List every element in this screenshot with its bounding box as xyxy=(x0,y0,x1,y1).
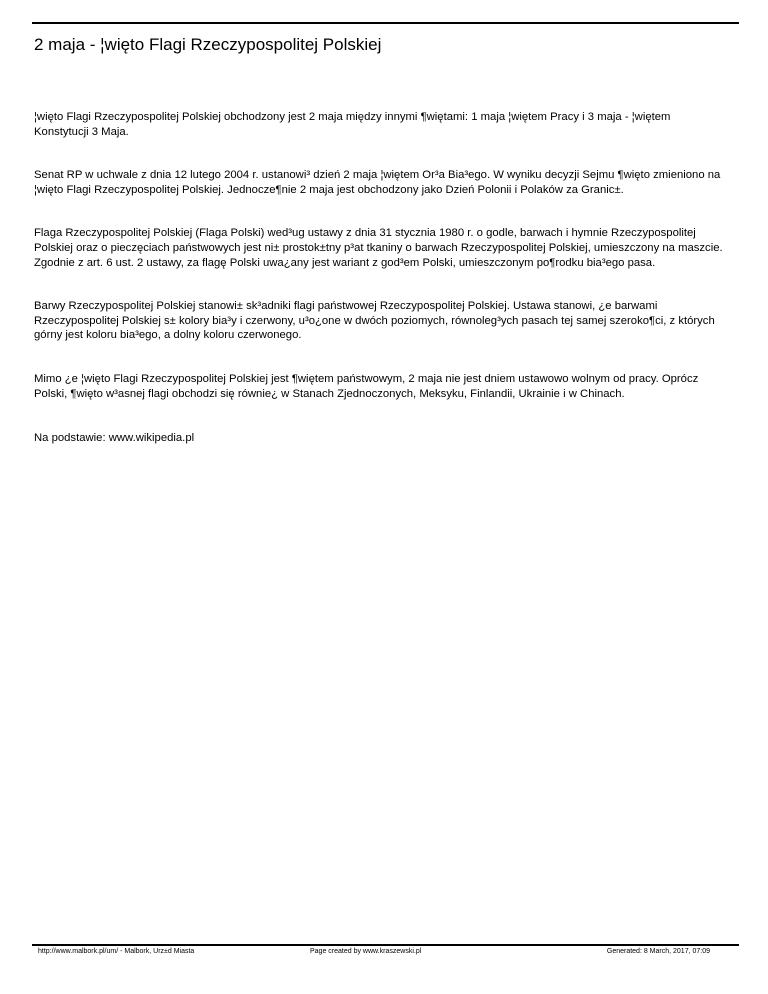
paragraph-intro: ¦więto Flagi Rzeczypospolitej Polskiej obchodzony jest 2 maja między innymi ¶więtami: 1 maja ¦więtem Pracy i 3 maja - ¦więtem Konstytucji 3 Maja. xyxy=(34,111,671,138)
article-body xyxy=(34,110,724,446)
footer-credit: Page created by www.kraszewski.pl xyxy=(310,948,422,955)
footer-generated-date: Generated: 8 March, 2017, 07:09 xyxy=(606,948,710,955)
source-note: Na podstawie: www.wikipedia.pl xyxy=(34,432,195,445)
paragraph-colors: Barwy Rzeczypospolitej Polskiej stanowi± sk³adniki flagi państwowej Rzeczypospolitej Polskiej. Ustawa stanowi, ¿e barwami Rzeczypospolitej Polskiej s± kolory bia³y i czerwony, u³o¿one w dwóch poziomych, równoleg³ych pasach tej samej szeroko¶ci, z których górny jest koloru bia³ego, a dolny koloru czerwonego. xyxy=(34,300,715,342)
bottom-divider xyxy=(32,944,739,946)
page-title: 2 maja - ¦więto Flagi Rzeczypospolitej Polskiej xyxy=(34,35,382,54)
paragraph-holiday-status: Mimo ¿e ¦więto Flagi Rzeczypospolitej Polskiej jest ¶więtem państwowym, 2 maja nie jest dniem ustawowo wolnym od pracy. Oprócz Polski, ¶więto w³asnej flagi obchodzi się równie¿ w Stanach Zjednoczonych, Meksyku, Finlandii, Ukrainie i w Chinach. xyxy=(34,372,699,400)
footer-site-link[interactable]: http://www.malbork.pl/um/ - Malbork, Urz±d Miasta xyxy=(38,948,195,955)
paragraph-flag-definition: Flaga Rzeczypospolitej Polskiej (Flaga Polski) wed³ug ustawy z dnia 31 stycznia 1980 r. o godle, barwach i hymnie Rzeczypospolitej Polskiej oraz o pieczęciach państwowych jest ni± prostok±tny p³at tkaniny o barwach Rzeczypospolitej Polskiej, umieszczony na maszcie. Zgodnie z art. 6 ust. 2 ustawy, za flagę Polski uwa¿any jest wariant z god³em Polski, umieszczonym po¶rodku bia³ego pasa. xyxy=(34,227,723,269)
top-divider xyxy=(32,22,739,24)
paragraph-senate: Senat RP w uchwale z dnia 12 lutego 2004 r. ustanowi³ dzień 2 maja ¦więtem Or³a Bia³ego. W wyniku decyzji Sejmu ¶więto zmieniono na ¦więto Flagi Rzeczypospolitej Polskiej. Jednocze¶nie 2 maja jest obchodzony jako Dzień Polonii i Polaków za Granic±. xyxy=(34,169,721,196)
